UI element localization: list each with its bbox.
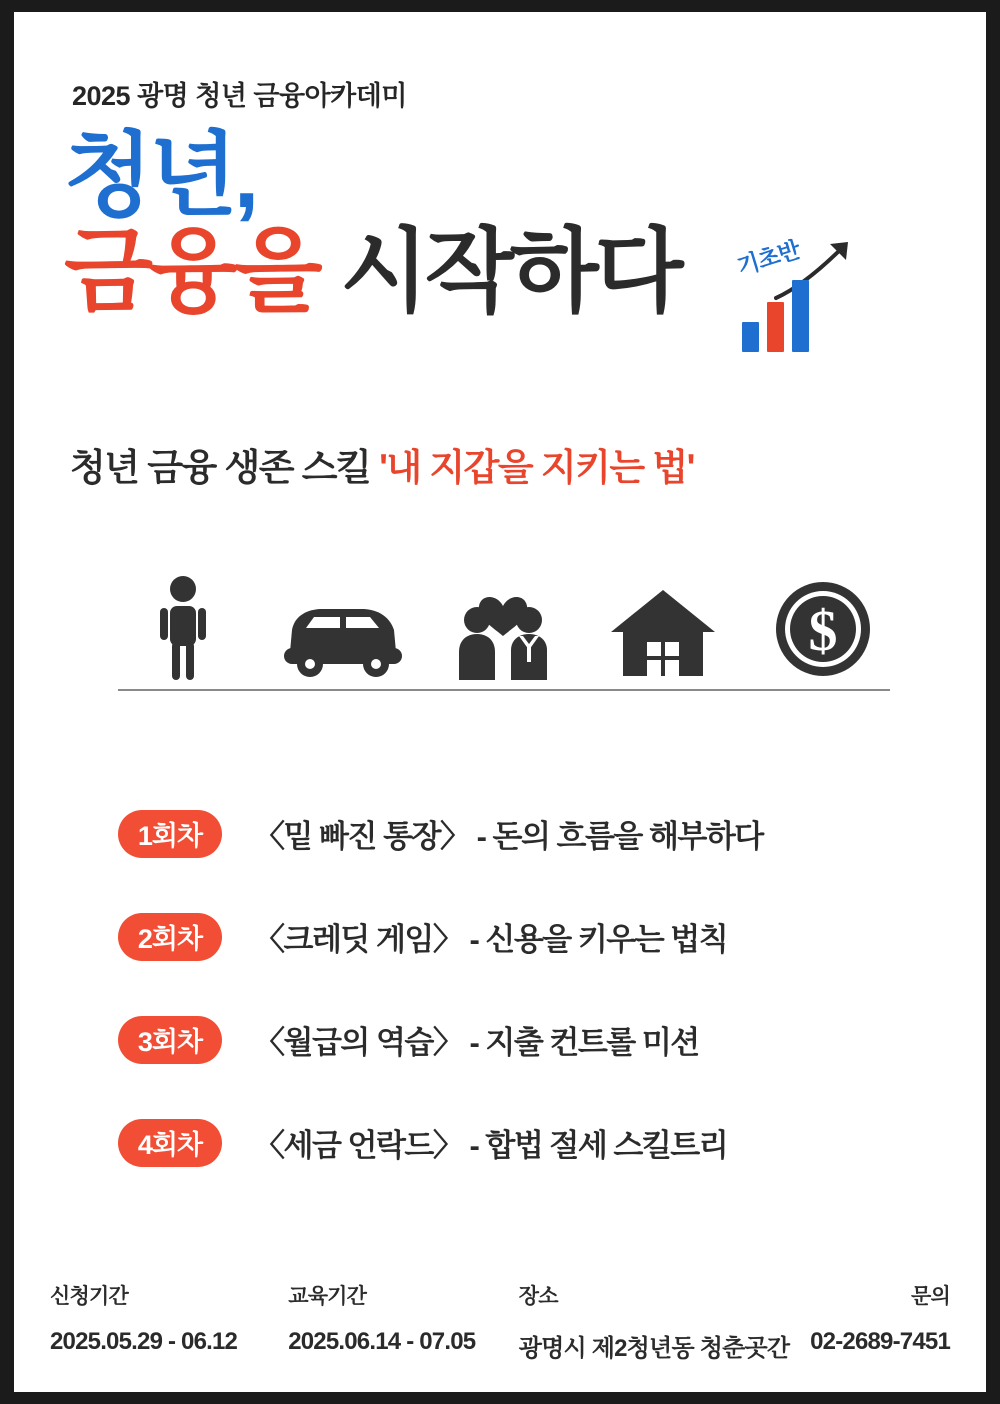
couple-heart-icon bbox=[447, 580, 559, 680]
session-title: 〈밑 빠진 통장〉 - 돈의 흐름을 해부하다 bbox=[254, 819, 763, 854]
list-item bbox=[118, 988, 908, 1091]
poster-subtitle bbox=[70, 437, 694, 491]
bar-chart-doodle bbox=[732, 236, 862, 360]
title-line-2-accent: 금융을 bbox=[64, 221, 319, 323]
poster-canvas bbox=[14, 12, 986, 1392]
program-eyebrow: 2025 광명 청년 금융아카데미 bbox=[72, 81, 407, 111]
footer-label: 장소 bbox=[518, 1285, 558, 1308]
footer-col-apply-period bbox=[50, 1280, 288, 1363]
dollar-coin-icon bbox=[772, 578, 874, 680]
footer-label: 신청기간 bbox=[50, 1285, 128, 1308]
session-badge: 4회차 bbox=[118, 1119, 222, 1167]
car-icon bbox=[280, 598, 406, 680]
title-line-2-rest: 시작하다 bbox=[318, 221, 680, 323]
session-title: 〈크레딧 게임〉 - 신용을 키우는 법칙 bbox=[254, 922, 728, 957]
chart-bar-3 bbox=[792, 280, 809, 352]
subtitle-highlight: '내 지갑을 지키는 법' bbox=[379, 447, 694, 488]
icon-cell-person bbox=[118, 574, 248, 680]
svg-text:$: $ bbox=[808, 598, 838, 663]
footer-value: 광명시 제2청년동 청춘곳간 bbox=[518, 1335, 790, 1362]
chart-bar-2 bbox=[767, 302, 784, 352]
footer-label: 문의 bbox=[911, 1285, 950, 1308]
basic-level-badge: 기초반 bbox=[734, 236, 803, 280]
footer-col-contact bbox=[787, 1280, 950, 1363]
list-item bbox=[118, 782, 908, 885]
footer-value: 2025.05.29 - 06.12 bbox=[50, 1328, 238, 1355]
footer-col-course-period bbox=[288, 1280, 519, 1363]
footer-value: 02-2689-7451 bbox=[810, 1328, 950, 1355]
icon-cell-house bbox=[598, 584, 728, 680]
footer-info bbox=[50, 1280, 950, 1363]
growth-arrow-icon bbox=[772, 236, 862, 306]
session-title: 〈월급의 역습〉 - 지출 컨트롤 미션 bbox=[254, 1025, 699, 1060]
subtitle-plain: 청년 금융 생존 스킬 bbox=[70, 447, 380, 488]
session-title: 〈세금 언락드〉 - 합법 절세 스킬트리 bbox=[254, 1128, 728, 1163]
footer-label: 교육기간 bbox=[288, 1285, 367, 1308]
session-badge: 1회차 bbox=[118, 810, 222, 858]
session-list bbox=[118, 782, 908, 1194]
house-icon bbox=[607, 584, 719, 680]
session-badge: 2회차 bbox=[118, 913, 222, 961]
life-event-icon-row bbox=[118, 560, 888, 680]
icon-cell-money bbox=[758, 578, 888, 680]
section-divider bbox=[118, 689, 890, 691]
person-icon bbox=[151, 574, 215, 680]
list-item bbox=[118, 885, 908, 988]
footer-col-venue bbox=[518, 1280, 790, 1363]
session-badge: 3회차 bbox=[118, 1016, 222, 1064]
title-line-1: 청년, bbox=[64, 125, 256, 227]
icon-cell-car bbox=[278, 598, 408, 680]
list-item bbox=[118, 1091, 908, 1194]
chart-bar-1 bbox=[742, 322, 759, 352]
icon-cell-couple bbox=[438, 580, 568, 680]
footer-value: 2025.06.14 - 07.05 bbox=[288, 1328, 476, 1355]
